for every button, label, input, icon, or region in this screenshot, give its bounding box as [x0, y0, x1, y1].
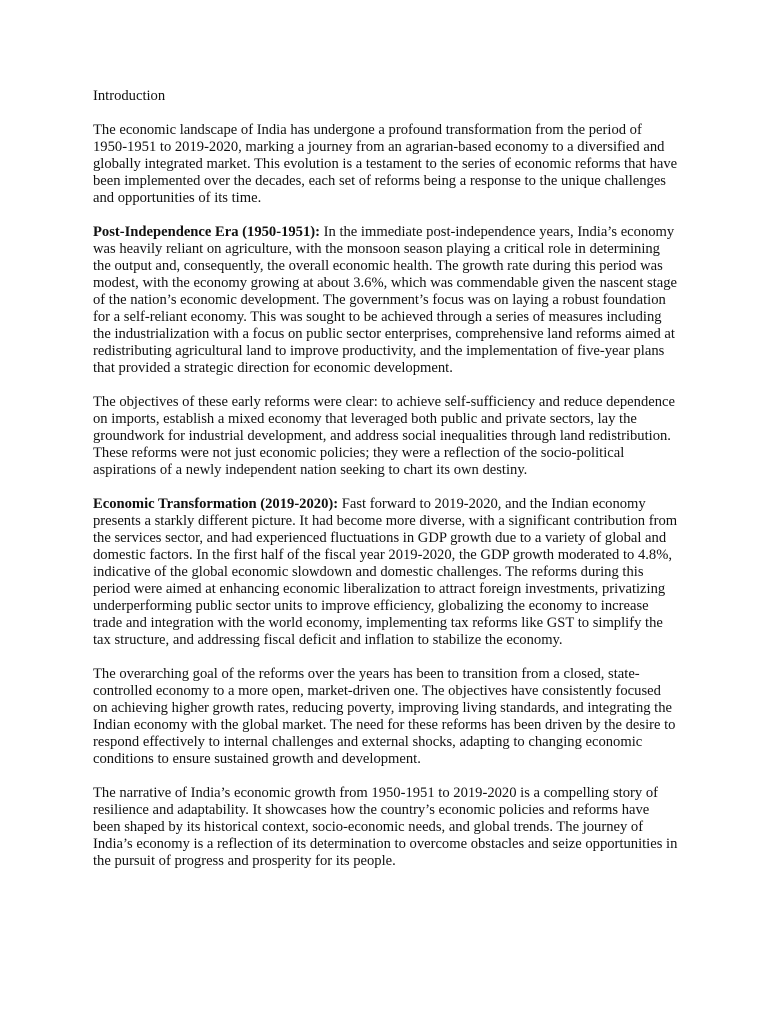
paragraph-text: The economic landscape of India has undergone a profound transformation from the period of 1950-1951 to 2019-2020, marking a journey from an agrarian-based economy to a diversified and globally integrated market. This evolution is a testament to the series of economic reforms that have been implemented over the decades, each set of reforms being a response to the unique challenges and opportunities of its time.	[93, 122, 678, 206]
paragraph-text: The narrative of India’s economic growth from 1950-1951 to 2019-2020 is a compelling story of resilience and adaptability. It showcases how the country’s economic policies and reforms have been shaped by its historical context, socio-economic needs, and global trends. The journey of India’s economy is a reflection of its determination to overcome obstacles and seize opportunities in the pursuit of progress and prosperity for its people.	[93, 785, 678, 869]
paragraph-lead: Economic Transformation (2019-2020):	[93, 496, 339, 512]
paragraph-lead: Post-Independence Era (1950-1951):	[93, 224, 320, 240]
paragraph-narrative	[93, 785, 678, 870]
paragraph-economic-transformation	[93, 496, 678, 649]
paragraph-text: In the immediate post-independence years, India’s economy was heavily reliant on agriculture, with the monsoon season playing a critical role in determining the output and, consequently, the overall economic health. The growth rate during this period was modest, with the economy growing at about 3.6%, which was commendable given the nascent stage of the nation’s economic development. The government’s focus was on laying a robust foundation for a self-reliant economy. This was sought to be achieved through a series of measures including the industrialization with a focus on public sector enterprises, comprehensive land reforms aimed at redistributing agricultural land to improve productivity, and the implementation of five-year plans that provided a strategic direction for economic development.	[93, 224, 678, 376]
document-page	[93, 88, 678, 887]
section-heading: Introduction	[93, 88, 166, 104]
paragraph-text: The overarching goal of the reforms over the years has been to transition from a closed, state-controlled economy to a more open, market-driven one. The objectives have consistently focused on achieving higher growth rates, reducing poverty, improving living standards, and integrating the Indian economy with the global market. The need for these reforms has been driven by the desire to respond effectively to internal challenges and external shocks, adapting to changing economic conditions to ensure sustained growth and development.	[93, 666, 676, 767]
paragraph-text: The objectives of these early reforms were clear: to achieve self-sufficiency and reduce dependence on imports, establish a mixed economy that leveraged both public and private sectors, lay the groundwork for industrial development, and address social inequalities through land redistribution. These reforms were not just economic policies; they were a reflection of the socio-political aspirations of a newly independent nation seeking to chart its own destiny.	[93, 394, 675, 478]
paragraph-post-independence	[93, 224, 678, 377]
paragraph-overarching-goal	[93, 666, 678, 768]
paragraph-intro	[93, 122, 678, 207]
paragraph-text: Fast forward to 2019-2020, and the Indian economy presents a starkly different picture. It had become more diverse, with a significant contribution from the services sector, and had experienced fluctuations in GDP growth due to a variety of global and domestic factors. In the first half of the fiscal year 2019-2020, the GDP growth moderated to 4.8%, indicative of the global economic slowdown and domestic challenges. The reforms during this period were aimed at enhancing economic liberalization to attract foreign investments, privatizing underperforming public sector units to improve efficiency, globalizing the economy to increase trade and integration with the world economy, implementing tax reforms like GST to simplify the tax structure, and addressing fiscal deficit and inflation to stabilize the economy.	[93, 496, 678, 648]
paragraph-objectives	[93, 394, 678, 479]
